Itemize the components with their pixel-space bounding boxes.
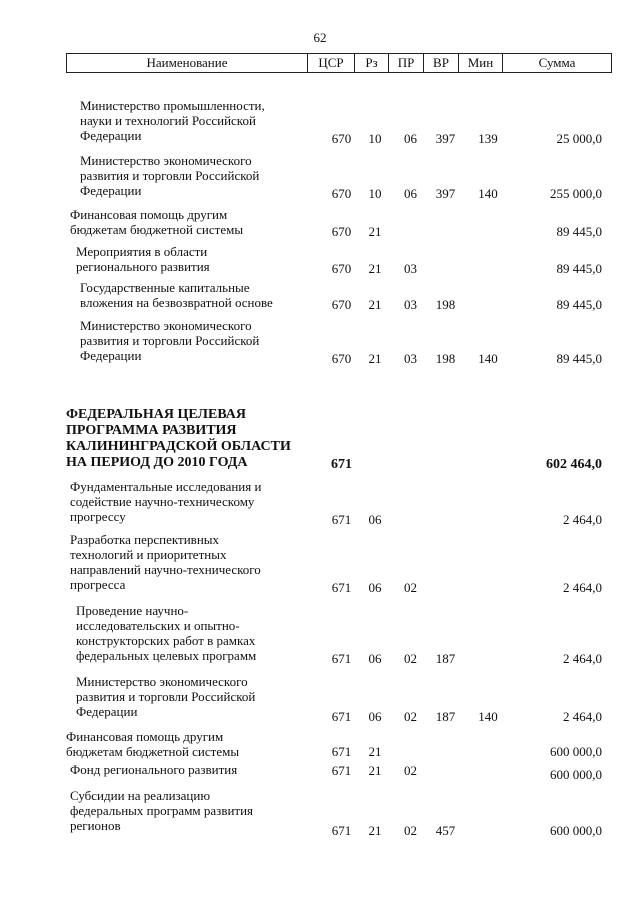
row-csr: 671 [331, 580, 352, 595]
table-row [0, 788, 640, 838]
row-rz: 06 [368, 651, 382, 666]
row-name: Финансовая помощь другим бюджетам бюджетной системы [66, 729, 240, 759]
table-row [0, 318, 640, 366]
row-rz: 21 [368, 823, 382, 838]
row-sum: 89 445,0 [556, 224, 602, 239]
row-pr: 02 [404, 709, 417, 724]
table-row [0, 153, 640, 201]
row-csr: 670 [331, 224, 352, 239]
table-row [0, 603, 640, 666]
row-sum: 600 000,0 [550, 744, 602, 759]
row-sum: 600 000,0 [550, 767, 602, 782]
table-row [0, 762, 640, 782]
row-vr: 397 [435, 131, 456, 146]
row-vr: 198 [435, 351, 456, 366]
table-row [0, 729, 640, 759]
row-pr: 03 [404, 351, 417, 366]
table-row [0, 479, 640, 527]
header-csr: ЦСР [307, 54, 354, 72]
row-sum: 255 000,0 [550, 186, 602, 201]
row-min: 140 [478, 351, 498, 366]
row-csr: 670 [331, 351, 352, 366]
row-name: Мероприятия в области регионального развития [76, 244, 210, 274]
page-number: 62 [313, 30, 327, 45]
table-row [0, 244, 640, 276]
row-pr: 02 [404, 651, 417, 666]
row-sum: 2 464,0 [563, 580, 602, 595]
header-vr: ВР [423, 54, 458, 72]
header-pr: ПР [388, 54, 423, 72]
row-pr: 02 [404, 823, 417, 838]
row-name: Министерство экономического развития и торговли Российской Федерации [76, 674, 256, 719]
row-name: Министерство экономического развития и торговли Российской Федерации [80, 318, 260, 363]
row-vr: 397 [435, 186, 456, 201]
row-rz: 06 [368, 709, 382, 724]
row-rz: 06 [368, 580, 382, 595]
row-csr: 670 [331, 131, 352, 146]
row-csr: 671 [331, 763, 352, 778]
row-rz: 21 [368, 763, 382, 778]
row-name: Фундаментальные исследования и содействие научно-техническому прогрессу [70, 479, 262, 524]
table-row [0, 532, 640, 595]
table-row [0, 280, 640, 312]
row-min: 139 [478, 131, 498, 146]
row-csr: 670 [331, 297, 352, 312]
row-sum: 89 445,0 [556, 297, 602, 312]
row-name: Разработка перспективных технологий и приоритетных направлений научно-технического прогресса [70, 532, 261, 592]
row-min: 140 [478, 186, 498, 201]
row-rz: 21 [368, 297, 382, 312]
row-csr: 671 [331, 457, 352, 472]
row-name: Министерство экономического развития и торговли Российской Федерации [80, 153, 260, 198]
row-pr: 03 [404, 297, 417, 312]
row-rz: 21 [368, 261, 382, 276]
row-name: Государственные капитальные вложения на безвозвратной основе [80, 280, 273, 310]
row-csr: 670 [331, 186, 352, 201]
row-csr: 671 [331, 512, 352, 527]
row-sum: 2 464,0 [563, 709, 602, 724]
row-sum: 602 464,0 [546, 457, 602, 472]
row-rz: 10 [368, 186, 382, 201]
row-sum: 89 445,0 [556, 261, 602, 276]
table-row [0, 98, 640, 146]
row-min: 140 [478, 709, 498, 724]
header-min: Мин [458, 54, 502, 72]
row-csr: 671 [331, 709, 352, 724]
row-sum: 2 464,0 [563, 512, 602, 527]
row-rz: 21 [368, 224, 382, 239]
row-rz: 06 [368, 512, 382, 527]
row-sum: 25 000,0 [556, 131, 602, 146]
row-sum: 89 445,0 [556, 351, 602, 366]
table-header [66, 53, 612, 73]
row-name: Министерство промышленности, науки и технологий Российской Федерации [80, 98, 265, 143]
table-row [0, 207, 640, 239]
row-sum: 600 000,0 [550, 823, 602, 838]
row-rz: 10 [368, 131, 382, 146]
row-pr: 02 [404, 763, 417, 778]
row-sum: 2 464,0 [563, 651, 602, 666]
program-title: ФЕДЕРАЛЬНАЯ ЦЕЛЕВАЯ ПРОГРАММА РАЗВИТИЯ КАЛИНИНГРАДСКОЙ ОБЛАСТИ НА ПЕРИОД ДО 2010 ГОДА [66, 407, 291, 470]
row-vr: 457 [435, 823, 456, 838]
row-name: Финансовая помощь другим бюджетам бюджетной системы [70, 207, 244, 237]
row-csr: 671 [331, 744, 352, 759]
header-sum: Сумма [502, 54, 611, 72]
row-name: Проведение научно- исследовательских и опытно- конструкторских работ в рамках федеральных целевых программ [76, 603, 257, 663]
row-pr: 02 [404, 580, 417, 595]
row-csr: 671 [331, 823, 352, 838]
row-pr: 06 [404, 186, 417, 201]
table-row [0, 674, 640, 724]
row-vr: 198 [435, 297, 456, 312]
row-rz: 21 [368, 351, 382, 366]
row-pr: 06 [404, 131, 417, 146]
row-csr: 671 [331, 651, 352, 666]
row-vr: 187 [435, 651, 456, 666]
row-name: Субсидии на реализацию федеральных программ развития регионов [70, 788, 254, 833]
row-name: Фонд регионального развития [70, 762, 238, 777]
row-rz: 21 [368, 744, 382, 759]
header-rz: Рз [354, 54, 388, 72]
header-name: Наименование [146, 55, 228, 70]
row-pr: 03 [404, 261, 417, 276]
table-row [0, 407, 640, 473]
row-vr: 187 [435, 709, 456, 724]
row-csr: 670 [331, 261, 352, 276]
